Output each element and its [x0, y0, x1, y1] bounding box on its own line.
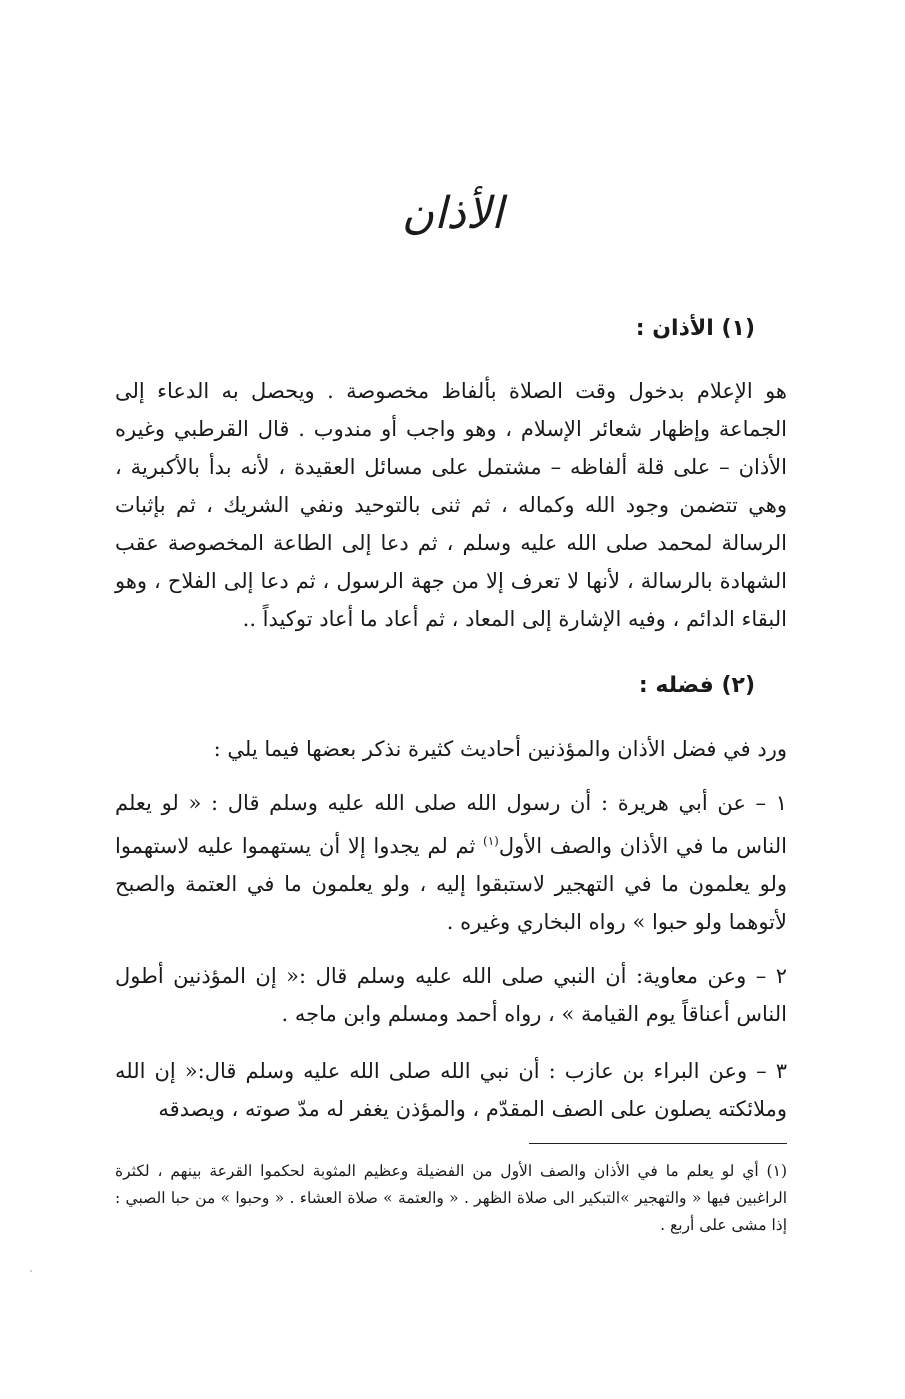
hadith-3-paragraph: ٣ – وعن البراء بن عازب : أن نبي الله صلى الله عليه وسلم قال:« إن الله وملائكته يصلون على الصف المقدّم ، والمؤذن يغفر له مدّ صوته ، ويصدقه: [115, 1059, 787, 1121]
hadith-1-text: ١ – عن أبي هريرة : أن رسول الله صلى الله عليه وسلم قال : « لو يعلم الناس ما في الأذان والصف الأول: [115, 791, 787, 858]
paper-speck: [30, 1270, 32, 1272]
hadith-1-text-continued: ثم لم يجدوا إلا أن يستهموا عليه لاستهموا ولو يعلمون ما في التهجير لاستبقوا إليه ، ولو يعلمون ما في العتمة والصبح لأتوهما ولو حبوا » رواه البخاري وغيره .: [115, 834, 787, 934]
section-heading-virtue: (٢) فضله :: [638, 673, 755, 698]
hadith-2-paragraph: ٢ – وعن معاوية: أن النبي صلى الله عليه وسلم قال :« إن المؤذنين أطول الناس أعناقاً يوم القيامة » ، رواه أحمد ومسلم وابن ماجه .: [115, 964, 787, 1026]
footnote: (١) أي لو يعلم ما في الأذان والصف الأول من الفضيلة وعظيم المثوبة لحكموا القرعة بينهم ، لكثرة الراغبين فيها « والتهجير »التبكير الى صلاة الظهر . « والعتمة » صلاة العشاء . « وحبوا » من حبا الصبي : إذا مشى على أربع .: [115, 1162, 787, 1234]
footnote-divider: [529, 1143, 787, 1144]
virtue-intro-paragraph: ورد في فضل الأذان والمؤذنين أحاديث كثيرة نذكر بعضها فيما يلي :: [213, 737, 787, 761]
section-heading-adhan: (١) الأذان :: [635, 316, 755, 341]
hadith-1-paragraph: [115, 784, 787, 941]
footnote-marker: (١): [483, 834, 499, 848]
definition-paragraph: هو الإعلام بدخول وقت الصلاة بألفاظ مخصوصة . ويحصل به الدعاء إلى الجماعة وإظهار شعائر الإسلام ، وهو واجب أو مندوب . قال القرطبي وغيره الأذان – على قلة ألفاظه – مشتمل على مسائل العقيدة ، لأنه بدأ بالأكبرية ، وهي تتضمن وجود الله وكماله ، ثم ثنى بالتوحيد ونفي الشريك ، ثم بإثبات الرسالة لمحمد صلى الله عليه وسلم ، ثم دعا إلى الطاعة المخصوصة عقب الشهادة بالرسالة ، لأنها لا تعرف إلا من جهة الرسول ، ثم دعا إلى الفلاح ، وهو البقاء الدائم ، وفيه الإشارة إلى المعاد ، ثم أعاد ما أعاد توكيداً ..: [115, 379, 787, 631]
page-title: الأذان: [401, 188, 504, 239]
